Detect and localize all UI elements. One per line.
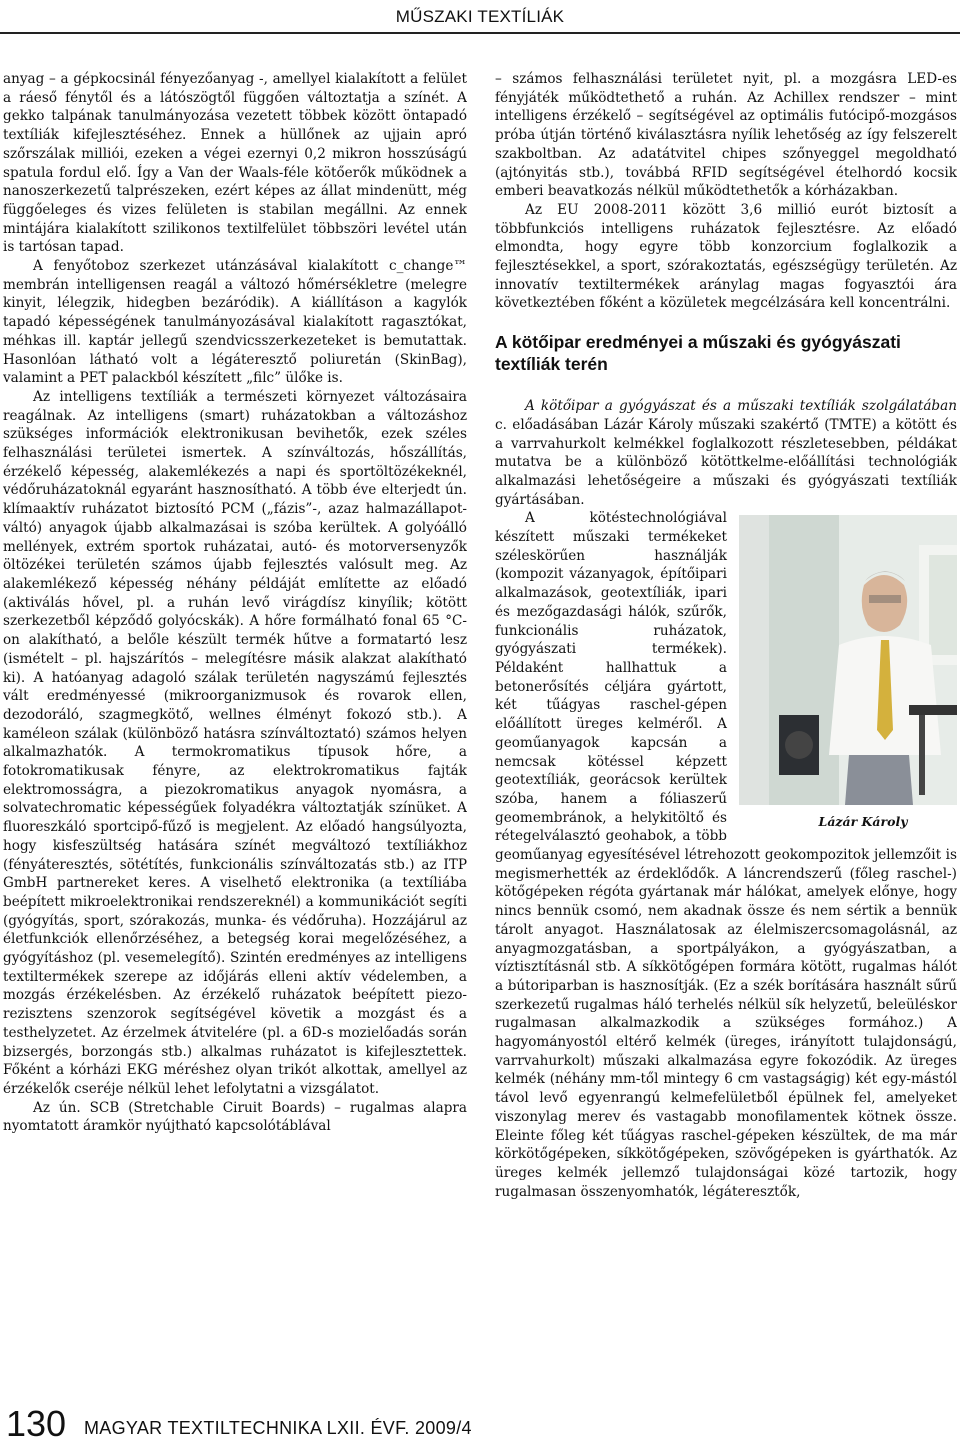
right-paragraph-3 bbox=[495, 397, 957, 509]
left-paragraph-4: Az ún. SCB (Stretchable Ciruit Boards) – rugalmas alapra nyomtatott áramkör nyújtható kapcsolótáblával bbox=[3, 1099, 467, 1135]
right-paragraph-1: – számos felhasználási területet nyit, pl. a mozgásra LED-es fényjáték működtethető a ruhán. Az Achillex rendszer – mint intelligens érzékelő – segítségével az optimális futócipő-mozgásos próba útján történő kiválasztásra nyílik lehetőség az így felszerelt szakboltban. Az adatátvitel chipes szőnyeggel megoldható (ajtónyitás stb.), továbbá RFID segítségével ételhordó kocsik emberi beavatkozás nélkül működtethetők a kórházakban. bbox=[495, 71, 957, 200]
right-column bbox=[495, 70, 957, 1400]
page-number: 130 bbox=[6, 1403, 67, 1444]
left-paragraph-2: A fenyőtoboz szerkezet utánzásával kialakított c_change™ membrán intelligensen reagál a változó hőmérsékletre (melegre kinyit, lélegzik, hidegben bezáródik). A kiállításon a kagylók tapadó képességének tanulmányozásával kialakított ragasztókat, méhkas ill. kaptár jellegű szendvicsszerkezeteket is bemutattak. Hasonlóan látható volt a légáteresztő poliuretán (SkinBag), valamint a PET palackból készített „filc” ülőke is. bbox=[3, 258, 467, 387]
page-header bbox=[0, 0, 960, 34]
page-footer bbox=[6, 1404, 606, 1444]
section-title: MŰSZAKI TEXTÍLIÁK bbox=[395, 7, 565, 26]
right-paragraph-3-text: c. előadásában Lázár Károly műszaki szakértő (TMTE) a kötött és a varrvahurkolt kelmékkel foglalkozott részletesebben, példákat mutatva be a különböző kötöttkelme-előállítási technológiák alkalmazási lehetőségeire a műszaki és gyógyászati textíliák gyártásában. bbox=[495, 416, 957, 508]
header-rule bbox=[0, 32, 960, 34]
speaker-photo bbox=[739, 515, 957, 805]
left-paragraph-1: anyag – a gépkocsinál fényezőanyag -, amellyel kialakított a felület a ráeső fénytől és a látószögtől függően változtatja a színét. A gekko talpának tanulmányozása vezetett többek között öntapadó textíliák kifejlesztéséhez. Ennek a hüllőnek az ujjain apró szőrszálak milliói, ezeken a végei ezernyi 0,2 mikron hosszúságú spatula fordul elő. Így a Van der Waals-féle kötőerők működnek a nanoszerkezetű talprészeken, ezért képes az állat mindenütt, még függőeleges és vizes felületen is stabilan megállni. Az ennek mintájára kialakított szilikonos textilfelület többszöri levétel után is tartósan tapad. bbox=[3, 71, 467, 256]
speaker-photo-illustration bbox=[769, 515, 957, 805]
talk-title: A kötőipar a gyógyászat és a műszaki textíliák szolgálatában bbox=[525, 398, 957, 415]
left-paragraph-3: Az intelligens textíliák a természeti környezet változásaira reagálnak. Az intelligens (smart) ruházatokban a változáshoz szükséges információk elektronikusan bevihetők, ezek széles felhasználási területei ismertek. A színváltozás, hőszállítás, érzékelő képesség, alakemlékezés a napi és sportöltözékeknél, védőruházatoknál egyaránt hasznosítható. A több éve elterjedt ún. klímaaktív ruházatot biztosító PCM („fázis”-, azaz halmazállapot-váltó) anyagok újabb alkalmazásai is szóba kerültek. A golyóálló mellények, extrém sportok ruházatai, autó- és motorversenyzők öltözékei területén számos újabb fejlesztés valósult meg. Az alakemlékező képesség néhány példáját említette az előadó (aktiválás hővel, pl. a ruhán levő virágdísz kinyílik; kötött szerkezetből képződő golyócskák). A hőre formálható fonal 65 °C-on alakítható, a belőle készült termék hűtve a formatartó lesz (ismételt – pl. hajszárítós – melegítésre másik alakzat alakítható ki). A hatóanyag adagoló szálak területén nagyszámú fejlesztés vált eredményessé (mikroorganizmusok és rovarok ellen, dezodoráló, szagmegkötő, wellnes élményt fokozó stb.). A kaméleon szálak (különböző hatásra színváltoztató) számos helyen alkalmazhatók. A termokromatikus típusok hőre, a fotokromatikusak fényre, az elektrokromatikus fajták elektromosságra, a piezokromatikus anyagok nyomásra, a solvatechromatic képességűek folyadékra változtatják színüket. A fluoreszkáló sportcipő-fűző is megjelent. Az előadó hangsúlyozta, hogy kisfeszültség hatására színét megváltozó textíliákhoz (fényáteresztés, sötétítés, funkcionális színváltozatás stb.) az ITP GmbH partnereket keres. A viselhető elektronika (a textíliába beépített mikroelektronikai rendszereknél) a kommunikációt segíti (gyógyítás, sport, szórakozás, munka- és védőruha). Hozzájárul az életfunkciók ellenőrzéséhez, a betegség korai megelőzéséhez, a gyógyításhoz (pl. vesemelegítő). Szintén eredményes az intelligens textiltermékek szerepe az időjárás elleni aktív védelemben, a mozgás érzékelésben. Az érzékelő ruházatok beépített piezo-rezisztens szenzorok segítségével követik a mozgást és a testhelyzetet. Az érzelmek átvitelére (pl. a 6D-s mozielőadás során bizsergés, borzongás stb.) alkalmas ruházatot is kifejlesztettek. Főként a kórházi EKG méréshez olyan trikót alkottak, amellyel az érzékelők cseréje nélkül lehet lefolytatni a vizsgálatot. bbox=[3, 388, 467, 1097]
speaker-photo-figure bbox=[739, 515, 957, 837]
left-column bbox=[3, 70, 467, 1400]
journal-title: MAGYAR TEXTILTECHNIKA LXII. ÉVF. 2009/4 bbox=[84, 1418, 472, 1438]
right-paragraph-4-text: A kötéstechnológiával készített műszaki termékeket széleskörűen használják (kompozit vázanyagok, építőipari alkalmazások, geotextíliák, ipari és mezőgazdasági hálók, szűrők, funkcionális ruházatok, gyógyászati termékek). Példaként hallhattuk a betonerősítés céljára gyártott, két tűágyas raschel-gépen előállított üreges kelméről. A geoműanyagok kapcsán a nemcsak kötéssel képzett geotextíliák, georácsok kerültek szóba, hanem a fóliaszerű geomembránok, a helykitöltő és rétegelválasztó geohabok, a több geoműanyag egyesítésével létrehozott geokompozitok jellemzőit is megismerhették az érdeklődők. A láncrendszerű (főleg raschel-) kötőgépeken régóta gyártanak már hálókat, amelyek előnye, hogy nincs bennük csomó, nem akadnak össze és nem sértik a bennük tárolt anyagot. Használatosak az élelmiszercsomagolásnál, az anyagmozgatásban, a sportpályákon, a gyógyászatban, a víztisztításnál stb. A síkkötőgépen formára kötött, rugalmas hálót a bútoriparban is hasznosítják. (Ez a szék borítására használt sűrű szerkezetű rugalmas háló terhelés nélkül sík helyzetű, beleüléskor rugalmasan alkalmazkodik a szükséges formához.) A hagyományostól eltérő kelmék (üreges, irányított tulajdonságú, varrvahurkolt) műszaki alkalmazása egyre fokozódik. Az üreges kelmék (néhány mm-től mintegy 6 cm vastagságig) két egy-mástól távol levő egyenrangú kelmefelületből épülnek fel, amelyeket viszonylag merev és vastagabb monofilamentek kötnek össze. Eleinte főleg két tűágyas raschel-gépeken készültek, de ma már körkötőgépeken, síkkötőgépeken, szövőgépeken is gyárthatók. Az üreges kelmék jellemző tulajdonságai közé tartozik, hogy rugalmasan összenyomhatók, légáteresztők, bbox=[495, 510, 957, 1200]
section-heading: A kötőipar eredményei a műszaki és gyógyászati textíliák terén bbox=[495, 332, 901, 375]
photo-caption: Lázár Károly bbox=[818, 814, 908, 830]
right-paragraph-4 bbox=[495, 509, 957, 1201]
right-paragraph-2: Az EU 2008-2011 között 3,6 millió eurót biztosít a többfunkciós intelligens ruházatok fejlesztésre. Az előadó elmondta, hogy egyre több konzorcium foglalkozik a fejlesztésekkel, a sport, szórakoztatás, egészségügy területén. Az innovatív textiltermékek aránylag magas fogyasztói ára következtében főként a közületek megcélzására kell koncentrálni. bbox=[495, 201, 957, 312]
